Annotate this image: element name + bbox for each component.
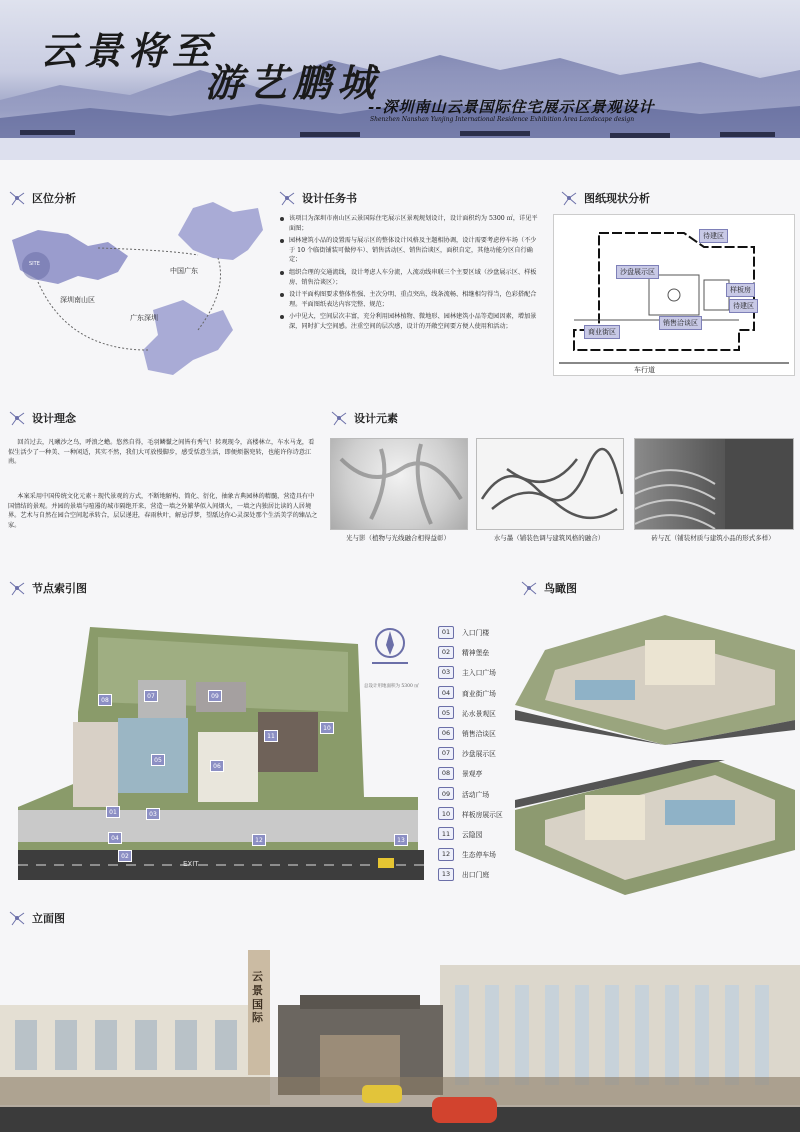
concept-paragraph-2: 本案采用中国传统文化元素＋现代景观的方式，不断地解构、简化、衍化，抽象古典园林的精髓，营造具有中国情结的景观。并园的景墙与喧嚣的城市隔绝开来，营造一墙之外繁华似入间烟火，一墙之内独居比读的人居境界。艺术与自然在园合空间起承转合，层层递进，春雨秋叶，解忌浮梦，望舐达你心灵深处那个生活美学的臻品之家。 bbox=[8, 493, 318, 529]
label-china-guangdong: 中国广东 bbox=[170, 267, 198, 275]
legend-label: 销售洽谈区 bbox=[462, 730, 496, 739]
legend-label: 活动广场 bbox=[462, 790, 490, 799]
legend-num: 01 bbox=[438, 626, 454, 639]
compass-note: 总设计用地面积为 5300 ㎡ bbox=[364, 684, 419, 689]
legend-num: 11 bbox=[438, 827, 454, 840]
legend-label: 精神堡垒 bbox=[462, 649, 490, 658]
birdseye-heading-text: 鸟瞰图 bbox=[544, 582, 577, 595]
ink-wash-photo bbox=[476, 438, 624, 530]
map-num-01: 01 bbox=[106, 806, 120, 818]
map-num-10: 10 bbox=[320, 722, 334, 734]
map-num-13: 13 bbox=[394, 834, 408, 846]
legend-num: 10 bbox=[438, 807, 454, 820]
brick-tile-photo bbox=[634, 438, 794, 530]
legend-num: 06 bbox=[438, 727, 454, 740]
node-index-heading-text: 节点索引图 bbox=[32, 582, 87, 595]
legend-label: 出口门庭 bbox=[462, 871, 490, 880]
subtitle: --深圳南山云景国际住宅展示区景观设计 bbox=[368, 98, 655, 116]
legend-label: 生态停车场 bbox=[462, 851, 496, 860]
label-model-room: 样板房 bbox=[726, 283, 755, 297]
china-map-shape bbox=[178, 202, 263, 260]
caption-ink-wash: 水与墨（铺装色调与建筑风格的融合） bbox=[493, 534, 605, 542]
birdseye-view-2 bbox=[515, 760, 795, 895]
site-analysis-heading bbox=[560, 190, 650, 206]
legend-num: 03 bbox=[438, 666, 454, 679]
guangdong-map-shape bbox=[143, 300, 233, 375]
site-tag: SITE bbox=[29, 261, 40, 267]
map-num-09: 09 bbox=[208, 690, 222, 702]
elements-heading-text: 设计元素 bbox=[354, 412, 398, 425]
concept-heading bbox=[8, 410, 76, 426]
legend-num: 12 bbox=[438, 848, 454, 861]
elements-heading bbox=[330, 410, 398, 426]
label-road: 车行道 bbox=[634, 366, 655, 374]
legend-label: 主入口广场 bbox=[462, 669, 496, 678]
label-sandtable: 沙盘展示区 bbox=[616, 265, 659, 279]
legend-label: 沙盘展示区 bbox=[462, 750, 496, 759]
legend-label: 沁水景观区 bbox=[462, 709, 496, 718]
location-maps bbox=[8, 200, 268, 390]
node-icon bbox=[560, 190, 578, 206]
label-shenzhen-nanshan: 深圳南山区 bbox=[60, 296, 95, 304]
elevation-drawing bbox=[0, 945, 800, 1132]
task-item-1: 该项目为深圳市南山区云景国际住宅展示区景观规划设计，设计面积约为 5300 ㎡，详见平面图； bbox=[289, 215, 538, 232]
legend-num: 08 bbox=[438, 767, 454, 780]
label-pending-right: 待建区 bbox=[729, 299, 758, 313]
list-item bbox=[280, 268, 542, 287]
legend-num: 13 bbox=[438, 868, 454, 881]
task-item-5: 小中见大，空间层次丰富，充分利用园林植物、微地形、园林建筑小品等造园因素，增加景深，同时扩大空间感。注重空间的层次感，设计的开敞空间要方便人使用和活动； bbox=[289, 313, 537, 331]
site-plan-drawing bbox=[553, 214, 795, 376]
concept-heading-text: 设计理念 bbox=[32, 412, 76, 425]
map-gate-text: EXIT bbox=[183, 860, 199, 868]
legend-label: 商业街广场 bbox=[462, 689, 496, 698]
master-plan bbox=[18, 622, 424, 880]
legend-label: 样板房展示区 bbox=[462, 810, 503, 819]
map-num-08: 08 bbox=[98, 694, 112, 706]
title-line-1: 云景将至 bbox=[40, 28, 217, 73]
node-icon bbox=[330, 410, 348, 426]
node-icon bbox=[8, 580, 26, 596]
map-num-12: 12 bbox=[252, 834, 266, 846]
birdseye-heading bbox=[520, 580, 577, 596]
task-heading bbox=[278, 190, 357, 206]
elevation-heading bbox=[8, 910, 65, 926]
label-commercial: 商业街区 bbox=[584, 325, 620, 339]
map-num-07: 07 bbox=[144, 690, 158, 702]
legend-label: 入口门楼 bbox=[462, 629, 490, 638]
label-guangdong-shenzhen: 广东深圳 bbox=[130, 314, 158, 322]
list-item bbox=[280, 236, 542, 265]
site-analysis-heading-text: 图纸现状分析 bbox=[584, 192, 650, 205]
list-item bbox=[280, 312, 542, 331]
legend-label: 景观亭 bbox=[462, 770, 483, 779]
legend-num: 05 bbox=[438, 706, 454, 719]
node-index-heading bbox=[8, 580, 87, 596]
legend-num: 02 bbox=[438, 646, 454, 659]
elevation-heading-text: 立面图 bbox=[32, 912, 65, 925]
title-line-2: 游艺鹏城 bbox=[205, 60, 382, 105]
map-num-06: 06 bbox=[210, 760, 224, 772]
map-num-04: 04 bbox=[108, 832, 122, 844]
map-num-02: 02 bbox=[118, 850, 132, 862]
legend-num: 09 bbox=[438, 787, 454, 800]
task-item-3: 组织合理的交通流线，设计考虑人车分流，人流动线串联三个主要区域（沙盘展示区、样板房、销售洽谈区）； bbox=[289, 269, 537, 286]
gate-sign: 云景国际 bbox=[252, 970, 263, 1025]
node-icon bbox=[278, 190, 296, 206]
list-item bbox=[280, 290, 542, 309]
location-heading-text: 区位分析 bbox=[32, 192, 76, 205]
task-item-2: 园林建筑小品的设置需与展示区的整体设计风格及主题相协调，设计需要考虑停车场（不少于 10 个临街铺装可做停车）、销售活动区、销售洽谈区，面积自定，其他功能分区自行确定； bbox=[289, 237, 537, 264]
master-plan-drawing bbox=[18, 622, 424, 880]
site-plan-lines bbox=[554, 215, 794, 375]
birdseye-view-1 bbox=[515, 610, 795, 745]
caption-brick-tile: 砖与瓦（铺装材质与建筑小品的形式多样） bbox=[651, 534, 775, 542]
label-pending-top: 待建区 bbox=[699, 229, 728, 243]
concept-paragraph-1: 回首过去，凡曦沙之鸟，呼浪之蟾。悠然自得，毛羽鳞鬣之间皆有秀气！转观现今，高楼林立，车水马龙，看似生活少了一种美、一种闲适，其实不然，我们大可放慢脚步，感受恬意生活，即便烦嚣兜转，也能许你诗意江南。 bbox=[8, 439, 315, 466]
compass-icon bbox=[370, 625, 410, 667]
task-item-4: 设计平面构图要求整体性强、主次分明、重点突出，线条流畅、相继相匀得当，色彩搭配合理。平面图纸表达内容完整、规范； bbox=[289, 291, 537, 308]
map-num-05: 05 bbox=[151, 754, 165, 766]
node-icon bbox=[8, 410, 26, 426]
map-num-03: 03 bbox=[146, 808, 160, 820]
caption-light-shadow: 光与影（植物与光线融合相得益彰） bbox=[346, 534, 450, 542]
subtitle-english: Shenzhen Nanshan Yunjing International Residence Exhibition Area Landscape design bbox=[370, 116, 635, 123]
task-heading-text: 设计任务书 bbox=[302, 192, 357, 205]
legend-num: 04 bbox=[438, 686, 454, 699]
task-list bbox=[280, 214, 542, 335]
node-icon bbox=[8, 910, 26, 926]
map-num-11: 11 bbox=[264, 730, 278, 742]
list-item bbox=[280, 214, 542, 233]
label-sales: 销售洽谈区 bbox=[659, 316, 702, 330]
node-icon bbox=[520, 580, 538, 596]
light-shadow-photo bbox=[330, 438, 468, 530]
legend-label: 云隐园 bbox=[462, 830, 483, 839]
legend-num: 07 bbox=[438, 747, 454, 760]
